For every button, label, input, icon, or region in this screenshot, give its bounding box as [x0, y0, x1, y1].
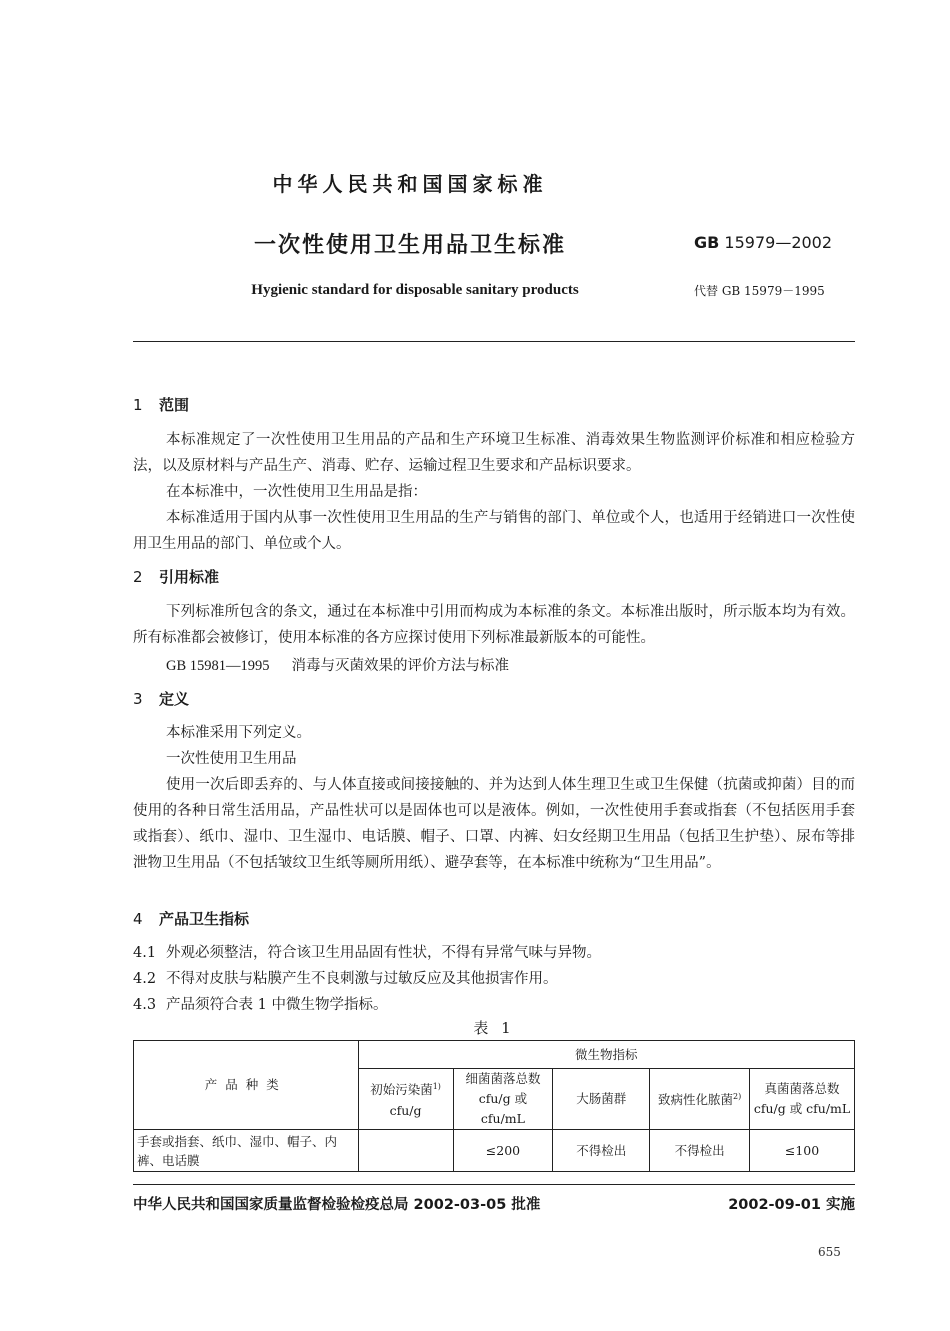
section-4-number: 4 — [133, 910, 143, 928]
table-row — [134, 1130, 855, 1172]
implementation-date: 2002-09-01 实施 — [728, 1197, 855, 1213]
page-number: 655 — [818, 1245, 841, 1259]
item-number: 4.3 — [133, 997, 157, 1013]
total-bacteria-header — [453, 1069, 553, 1130]
approval-statement: 中华人民共和国国家质量监督检验检疫总局 2002-03-05 批准 — [133, 1197, 541, 1213]
initial-contamination-header — [358, 1069, 453, 1130]
total-fungi-cell: ≤100 — [750, 1130, 855, 1172]
item-number: 4.2 — [133, 971, 157, 987]
definition-term: 一次性使用卫生用品 — [166, 751, 297, 767]
initial-contamination-unit: cfu/g — [389, 1102, 422, 1118]
list-item — [133, 966, 601, 992]
pyogenic-bacteria-header — [650, 1069, 750, 1130]
list-item — [133, 992, 601, 1018]
section-3-paragraph-1: 本标准采用下列定义。 — [166, 725, 311, 741]
section-3-heading — [133, 688, 189, 709]
item-text: 产品须符合表 1 中微生物学指标。 — [166, 997, 388, 1013]
section-1-paragraph-3: 本标准适用于国内从事一次性使用卫生用品的生产与销售的部门、单位或个人，也适用于经销进口一次性使用卫生用品的部门、单位或个人。 — [133, 510, 855, 552]
section-1-heading — [133, 394, 189, 415]
reference-title: 消毒与灭菌效果的评价方法与标准 — [291, 658, 510, 674]
section-4-heading — [133, 908, 249, 929]
header-divider — [133, 341, 855, 342]
list-item — [133, 940, 601, 966]
coliform-header: 大肠菌群 — [553, 1069, 650, 1130]
footnote-marker: 1) — [432, 1082, 441, 1092]
section-3-number: 3 — [133, 690, 143, 708]
total-bacteria-cell: ≤200 — [453, 1130, 553, 1172]
total-bacteria-label: 细菌菌落总数 — [465, 1071, 541, 1086]
footnote-marker: 2) — [733, 1092, 742, 1102]
total-fungi-label: 真菌菌落总数 — [764, 1081, 840, 1096]
replaces-standard: 代替 GB 15979－1995 — [694, 284, 825, 298]
standard-prefix: GB — [694, 233, 720, 252]
section-2-title: 引用标准 — [159, 568, 220, 586]
microbiological-index-table — [133, 1040, 855, 1172]
initial-contamination-label: 初始污染菌 — [370, 1082, 433, 1098]
document-title: 一次性使用卫生用品卫生标准 — [253, 233, 566, 258]
section-2-number: 2 — [133, 568, 143, 586]
footer-divider — [133, 1184, 855, 1185]
total-fungi-header — [750, 1069, 855, 1130]
item-number: 4.1 — [133, 945, 157, 961]
section-3-title: 定义 — [159, 690, 190, 708]
total-bacteria-unit: cfu/g 或 cfu/mL — [478, 1091, 528, 1126]
english-title: Hygienic standard for disposable sanitary products — [251, 282, 579, 298]
item-text: 不得对皮肤与粘膜产生不良刺激与过敏反应及其他损害作用。 — [166, 971, 558, 987]
total-fungi-unit: cfu/g 或 cfu/mL — [753, 1101, 851, 1116]
section-1-number: 1 — [133, 396, 143, 414]
product-cell: 手套或指套、纸巾、湿巾、帽子、内裤、电话膜 — [134, 1130, 359, 1172]
section-4-items — [133, 940, 601, 1018]
product-type-header: 产品种类 — [134, 1041, 359, 1130]
nation-standard-heading: 中华人民共和国国家标准 — [272, 172, 548, 196]
microbial-index-header: 微生物指标 — [358, 1041, 854, 1069]
table-caption: 表 1 — [473, 1019, 515, 1037]
item-text: 外观必须整洁，符合该卫生用品固有性状，不得有异常气味与异物。 — [166, 945, 601, 961]
section-4-title: 产品卫生指标 — [159, 910, 250, 928]
section-2-heading — [133, 566, 219, 587]
definition-text: 使用一次后即丢弃的、与人体直接或间接接触的、并为达到人体生理卫生或卫生保健（抗菌或抑菌）目的而使用的各种日常生活用品，产品性状可以是固体也可以是液体。例如，一次性使用手套或指套（不包括医用手套或指套）、纸巾、湿巾、卫生湿巾、电话膜、帽子、口罩、内裤、妇女经期卫生用品（包括卫生护垫）、尿布等排泄物卫生用品（不包括皱纹卫生纸等厕所用纸）、避孕套等，在本标准中统称为“卫生用品”。 — [133, 777, 855, 871]
section-1-title: 范围 — [159, 396, 190, 414]
pyogenic-bacteria-cell: 不得检出 — [650, 1130, 750, 1172]
initial-contamination-cell — [358, 1130, 453, 1172]
reference-code: GB 15981—1995 — [166, 658, 270, 674]
section-1-paragraph-2: 在本标准中，一次性使用卫生用品是指： — [166, 484, 427, 500]
normative-reference — [166, 654, 509, 675]
section-1-paragraph-1: 本标准规定了一次性使用卫生用品的产品和生产环境卫生标准、消毒效果生物监测评价标准和相应检验方法，以及原材料与产品生产、消毒、贮存、运输过程卫生要求和产品标识要求。 — [133, 432, 855, 474]
standard-number — [694, 233, 832, 252]
coliform-cell: 不得检出 — [553, 1130, 650, 1172]
section-2-paragraph-1: 下列标准所包含的条文，通过在本标准中引用而构成为本标准的条文。本标准出版时，所示版本均为有效。所有标准都会被修订，使用本标准的各方应探讨使用下列标准最新版本的可能性。 — [133, 604, 855, 646]
pyogenic-bacteria-label: 致病性化脓菌 — [658, 1092, 734, 1108]
standard-code: 15979—2002 — [724, 233, 833, 252]
